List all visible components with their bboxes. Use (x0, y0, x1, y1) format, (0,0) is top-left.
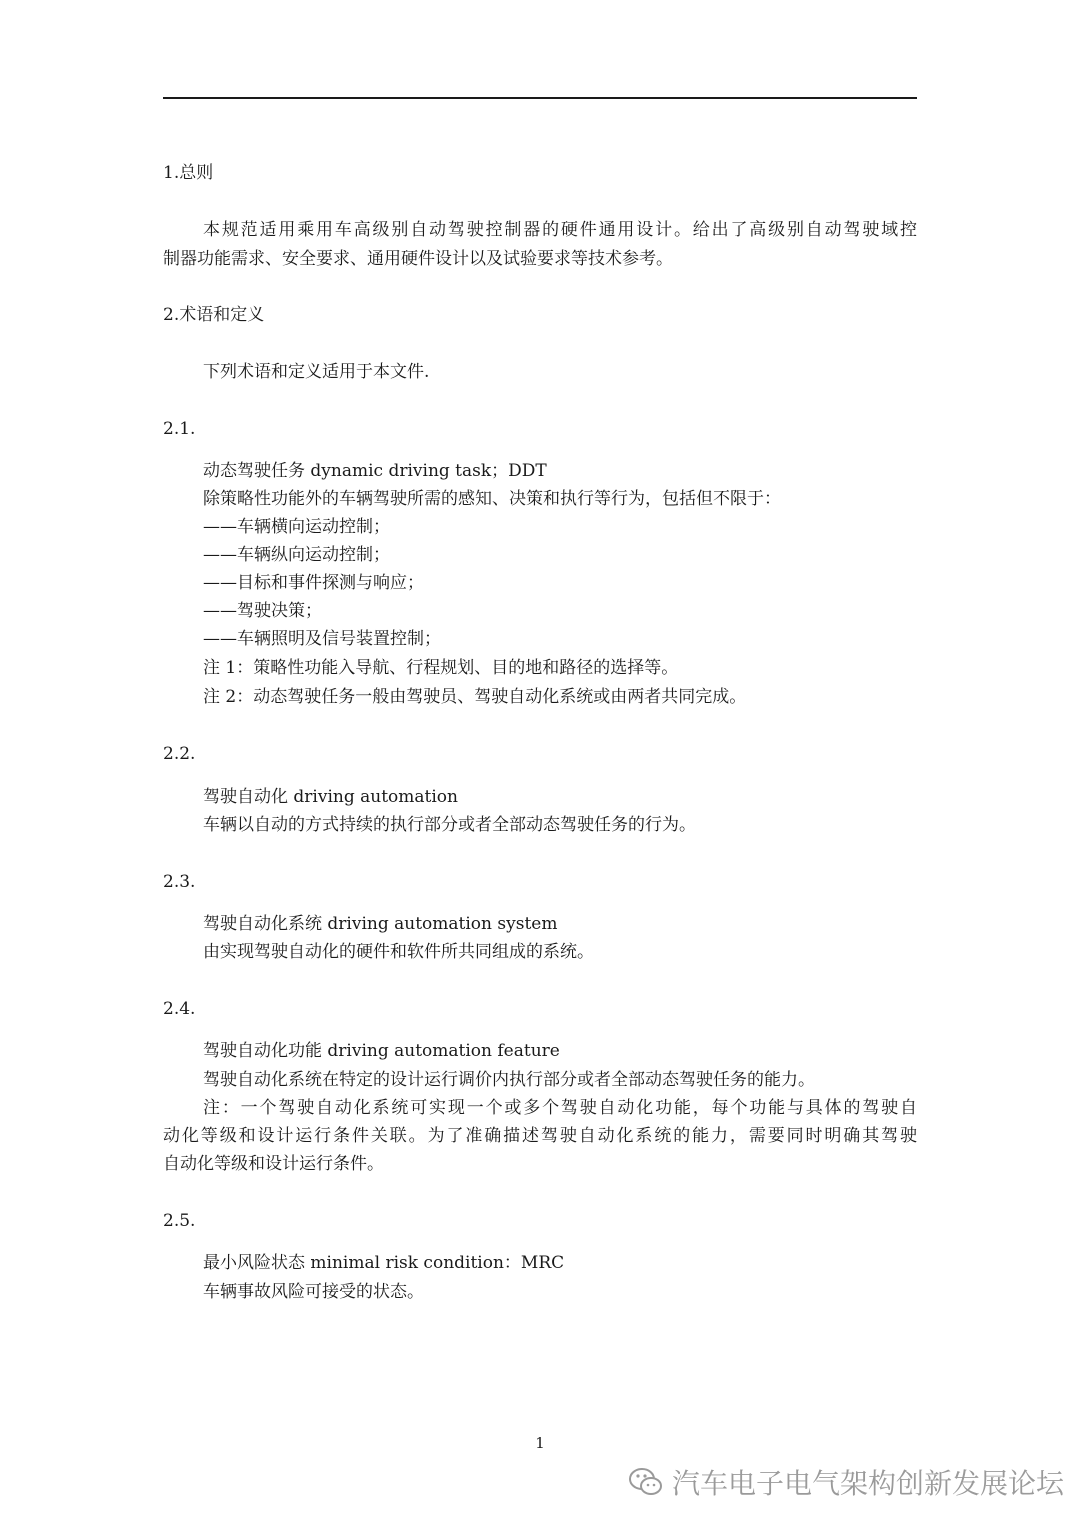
term-2-3-number: 2.3. (163, 872, 196, 892)
term-2-4-number: 2.4. (163, 999, 196, 1019)
section-1-paragraph-line-2: 制器功能需求、安全要求、通用硬件设计以及试验要求等技术参考。 (163, 249, 673, 269)
term-2-5-title: 最小风险状态 minimal risk condition：MRC (203, 1253, 565, 1273)
term-2-3-title: 驾驶自动化系统 driving automation system (203, 914, 558, 934)
term-2-1-note-1: 注 1：策略性功能入导航、行程规划、目的地和路径的选择等。 (203, 658, 679, 678)
term-2-1-item: ——车辆照明及信号装置控制； (203, 629, 441, 649)
term-2-1-title: 动态驾驶任务 dynamic driving task；DDT (203, 461, 547, 481)
term-2-1-item: ——目标和事件探测与响应； (203, 573, 424, 593)
term-2-4-note-line-3: 自动化等级和设计运行条件。 (163, 1154, 384, 1174)
term-2-2-number: 2.2. (163, 744, 196, 764)
wechat-icon (626, 1462, 666, 1502)
term-2-4-note-line-1: 注：一个驾驶自动化系统可实现一个或多个驾驶自动化功能，每个功能与具体的驾驶自 (203, 1098, 917, 1118)
term-2-1-item: ——驾驶决策； (203, 601, 322, 621)
section-2-intro: 下列术语和定义适用于本文件. (203, 362, 430, 382)
term-2-4-title: 驾驶自动化功能 driving automation feature (203, 1041, 560, 1061)
term-2-1-note-2: 注 2：动态驾驶任务一般由驾驶员、驾驶自动化系统或由两者共同完成。 (203, 687, 747, 707)
term-2-4-note-line-2: 动化等级和设计运行条件关联。为了准确描述驾驶自动化系统的能力，需要同时明确其驾驶 (163, 1126, 917, 1146)
page-number: 1 (535, 1434, 545, 1452)
term-2-2-definition: 车辆以自动的方式持续的执行部分或者全部动态驾驶任务的行为。 (203, 815, 696, 835)
term-2-3-definition: 由实现驾驶自动化的硬件和软件所共同组成的系统。 (203, 942, 594, 962)
term-2-1-number: 2.1. (163, 419, 196, 439)
section-1-heading: 1.总则 (163, 163, 214, 183)
watermark (626, 1462, 1064, 1502)
term-2-5-number: 2.5. (163, 1211, 196, 1231)
section-1-paragraph-line-1: 本规范适用乘用车高级别自动驾驶控制器的硬件通用设计。给出了高级别自动驾驶域控 (203, 220, 917, 240)
term-2-2-title: 驾驶自动化 driving automation (203, 787, 458, 807)
term-2-1-item: ——车辆纵向运动控制； (203, 545, 390, 565)
term-2-4-definition: 驾驶自动化系统在特定的设计运行调价内执行部分或者全部动态驾驶任务的能力。 (203, 1070, 815, 1090)
section-2-heading: 2.术语和定义 (163, 305, 265, 325)
watermark-text: 汽车电子电气架构创新发展论坛 (672, 1467, 1065, 1500)
term-2-5-definition: 车辆事故风险可接受的状态。 (203, 1282, 424, 1302)
term-2-1-definition: 除策略性功能外的车辆驾驶所需的感知、决策和执行等行为，包括但不限于： (203, 489, 781, 509)
term-2-1-item: ——车辆横向运动控制； (203, 517, 390, 537)
header-rule (163, 97, 917, 99)
